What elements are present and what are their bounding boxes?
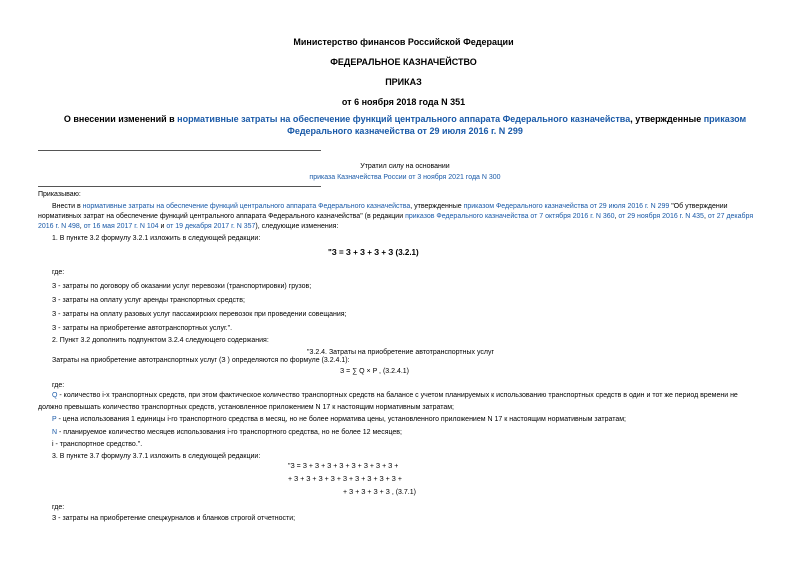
separator-line-2 <box>38 186 321 187</box>
title-link-order[interactable]: приказом Федерального казначейства от 29 июля 2016 г. N 299 <box>287 114 747 136</box>
n-symbol-icon: N <box>52 429 58 436</box>
para1-text: Внести в <box>52 203 83 210</box>
document-date: от 6 ноября 2018 года N 351 <box>341 97 466 107</box>
formula-3-7-1-line-3: + З + З + З + З , (3.7.1) <box>343 489 416 496</box>
item-1: 1. В пункте 3.2 формулу 3.2.1 изложить в следующей редакции: <box>52 235 261 242</box>
item-2: 2. Пункт 3.2 дополнить подпунктом 3.2.4 следующего содержания: <box>52 337 269 344</box>
conjunction: и <box>158 223 167 230</box>
q-definition <box>52 391 738 401</box>
q-symbol-icon: Q <box>52 392 58 399</box>
definition-3: З - затраты на оплату разовых услуг пассажирских перевозок при проведении совещания; <box>52 311 347 318</box>
para1-end: ), следующие изменения: <box>255 223 339 230</box>
para1-link-360[interactable]: приказов Федерального казначейства от 7 октября 2016 г. N 360 <box>405 213 615 220</box>
formula-3-2-4-1: З = ∑ Q × P , (3.2.4.1) <box>340 368 410 375</box>
where-label-1: где: <box>52 269 65 276</box>
status-text: Утратил силу на основании <box>360 163 450 170</box>
item-3: 3. В пункте 3.7 формулу 3.7.1 изложить в следующей редакции: <box>52 453 261 460</box>
para1-link-498[interactable]: от 27 декабря 2016 г. N 498 <box>38 213 754 230</box>
title-text-1: О внесении изменений в <box>63 114 178 124</box>
separator-line <box>38 150 321 151</box>
para1-text-mid: , утвержденные <box>410 203 464 210</box>
where-label-2: где: <box>52 382 65 389</box>
para1-link-order[interactable]: приказом Федерального казначейства от 29 июля 2016 г. N 299 <box>463 203 670 210</box>
i-definition: i - транспортное средство.". <box>52 441 143 448</box>
q-definition-text: - количество i-х транспортных средств, при этом фактическое количество транспортных средств на балансе с учетом планируемых к использованию транспортных средств в один и тот же период времени не <box>59 392 738 399</box>
formula-3-7-1-line-1: "З = З + З + З + З + З + З + З + З + <box>288 463 399 470</box>
status-note <box>290 161 520 183</box>
p-definition <box>52 415 626 425</box>
document-title <box>55 113 755 137</box>
p-symbol-icon: P <box>52 416 57 423</box>
para1-link-357[interactable]: от 19 декабря 2017 г. N 357 <box>166 223 256 230</box>
where-label-3: где: <box>52 504 65 511</box>
title-link-norms[interactable]: нормативные затраты на обеспечение функций центрального аппарата Федерального казначейства <box>177 114 631 124</box>
formula-3-2-1: "З = З + З + З + З (3.2.1) <box>328 248 419 257</box>
definition-4: З - затраты на приобретение автотранспортных услуг.". <box>52 325 233 332</box>
document-type: ПРИКАЗ <box>385 77 422 87</box>
q-definition-cont: должно превышать количество транспортных средств, установленное приложением N 17 к настоящим нормативным затратам; <box>38 404 454 411</box>
subsection-title: "3.2.4. Затраты на приобретение автотранспортных услуг <box>307 349 495 356</box>
comma: , <box>614 213 619 220</box>
agency-name: ФЕДЕРАЛЬНОЕ КАЗНАЧЕЙСТВО <box>330 57 477 67</box>
para1-link-435[interactable]: от 29 ноября 2016 г. N 435 <box>618 213 704 220</box>
title-text-2: , утвержденные <box>630 114 704 124</box>
para1-link-104[interactable]: от 16 мая 2017 г. N 104 <box>83 223 159 230</box>
orders-label: Приказываю: <box>38 191 81 198</box>
para1-redaction: (в редакции <box>362 213 406 220</box>
definition-1: З - затраты по договору об оказании услуг перевозки (транспортировки) грузов; <box>52 283 312 290</box>
formula-3-7-1-line-2: + З + З + З + З + З + З + З + З + З + <box>288 476 402 483</box>
ministry-name: Министерство финансов Российской Федерации <box>293 37 514 47</box>
definition-2: З - затраты на оплату услуг аренды транспортных средств; <box>52 297 245 304</box>
n-definition <box>52 428 402 438</box>
p-definition-text: - цена использования 1 единицы i-го транспортного средства в месяц, но не более норматива цены, установленного приложением N 17 к настоящим нормативным затратам; <box>58 416 626 423</box>
status-link[interactable]: приказа Казначейства России от 3 ноября 2021 года N 300 <box>309 174 501 181</box>
n-definition-text: - планируемое количество месяцев использования i-го транспортного средства, но не более 12 месяцев; <box>59 429 402 436</box>
definition-last: З - затраты на приобретение спецжурналов и бланков строгой отчетности; <box>52 515 296 522</box>
comma: , <box>79 223 84 230</box>
subsection-text: Затраты на приобретение автотранспортных услуг (З ) определяются по формуле (3.2.4.1): <box>52 357 350 364</box>
paragraph-1 <box>38 202 770 232</box>
comma: , <box>703 213 708 220</box>
para1-quote: "Об утверждении нормативных затрат на обеспечение функций центрального аппарата Федерального казначейства" <box>38 203 728 220</box>
para1-link-norms[interactable]: нормативные затраты на обеспечение функций центрального аппарата Федерального казначейства <box>82 203 411 210</box>
